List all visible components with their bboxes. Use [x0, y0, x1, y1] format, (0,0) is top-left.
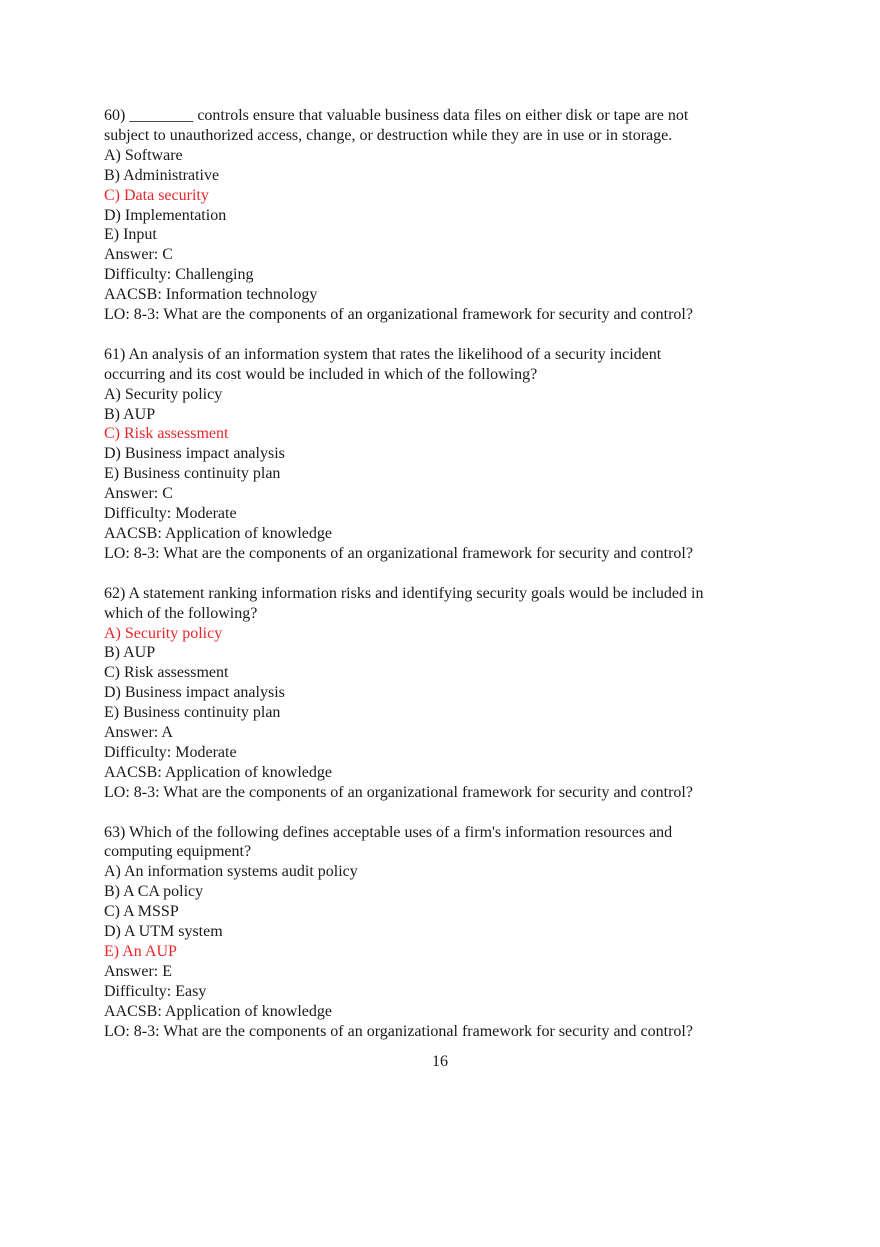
answer-option: D) A UTM system — [104, 923, 223, 941]
aacsb-label: AACSB: Application of knowledge — [104, 525, 332, 543]
question-stem-line: 63) Which of the following defines acceptable uses of a firm's information resources and — [104, 823, 673, 841]
answer-option: E) Input — [104, 226, 157, 244]
question-stem-line: computing equipment? — [104, 843, 252, 861]
question-stem-line: 60) ________ controls ensure that valuable business data files on either disk or tape are not — [104, 107, 689, 124]
answer-option: E) Business continuity plan — [104, 704, 281, 722]
difficulty-label: Difficulty: Challenging — [104, 266, 254, 284]
answer-option: D) Business impact analysis — [104, 684, 285, 702]
answer-option: D) Implementation — [104, 206, 227, 224]
learning-objective: LO: 8-3: What are the components of an organizational framework for security and control? — [104, 1022, 693, 1040]
correct-answer-option: A) Security policy — [104, 624, 223, 642]
answer-option: C) Risk assessment — [104, 664, 229, 682]
answer-option: E) Business continuity plan — [104, 465, 281, 483]
aacsb-label: AACSB: Information technology — [104, 286, 318, 304]
learning-objective: LO: 8-3: What are the components of an organizational framework for security and control? — [104, 783, 693, 801]
page-number: 16 — [432, 1053, 448, 1070]
answer-option: A) Software — [104, 146, 183, 164]
question-list — [104, 106, 784, 1042]
correct-answer-option: C) Risk assessment — [104, 425, 229, 443]
aacsb-label: AACSB: Application of knowledge — [104, 763, 332, 781]
question-block — [104, 823, 784, 1042]
difficulty-label: Difficulty: Easy — [104, 982, 207, 1000]
question-block — [104, 584, 784, 803]
answer-option: B) A CA policy — [104, 883, 204, 901]
aacsb-label: AACSB: Application of knowledge — [104, 1002, 332, 1020]
learning-objective: LO: 8-3: What are the components of an organizational framework for security and control? — [104, 544, 693, 562]
answer-key: Answer: E — [104, 962, 172, 980]
difficulty-label: Difficulty: Moderate — [104, 743, 237, 761]
question-stem-line: 62) A statement ranking information risks and identifying security goals would be included in — [104, 584, 704, 602]
correct-answer-option: C) Data security — [104, 186, 209, 204]
answer-option: C) A MSSP — [104, 903, 179, 921]
answer-option: B) AUP — [104, 644, 156, 662]
question-block — [104, 106, 784, 325]
question-stem-line: subject to unauthorized access, change, or destruction while they are in use or in storage. — [104, 126, 673, 144]
correct-answer-option: E) An AUP — [104, 943, 177, 961]
answer-option: A) Security policy — [104, 385, 223, 403]
question-stem-line: which of the following? — [104, 604, 258, 622]
question-stem-line: occurring and its cost would be included in which of the following? — [104, 365, 538, 383]
answer-key: Answer: C — [104, 485, 173, 503]
question-stem-line: 61) An analysis of an information system that rates the likelihood of a security incident — [104, 345, 662, 363]
answer-option: D) Business impact analysis — [104, 445, 285, 463]
difficulty-label: Difficulty: Moderate — [104, 505, 237, 523]
answer-option: B) Administrative — [104, 166, 220, 184]
answer-key: Answer: C — [104, 246, 173, 264]
answer-option: B) AUP — [104, 405, 156, 423]
answer-option: A) An information systems audit policy — [104, 863, 358, 881]
question-block — [104, 345, 784, 564]
learning-objective: LO: 8-3: What are the components of an organizational framework for security and control? — [104, 306, 693, 324]
answer-key: Answer: A — [104, 724, 173, 742]
